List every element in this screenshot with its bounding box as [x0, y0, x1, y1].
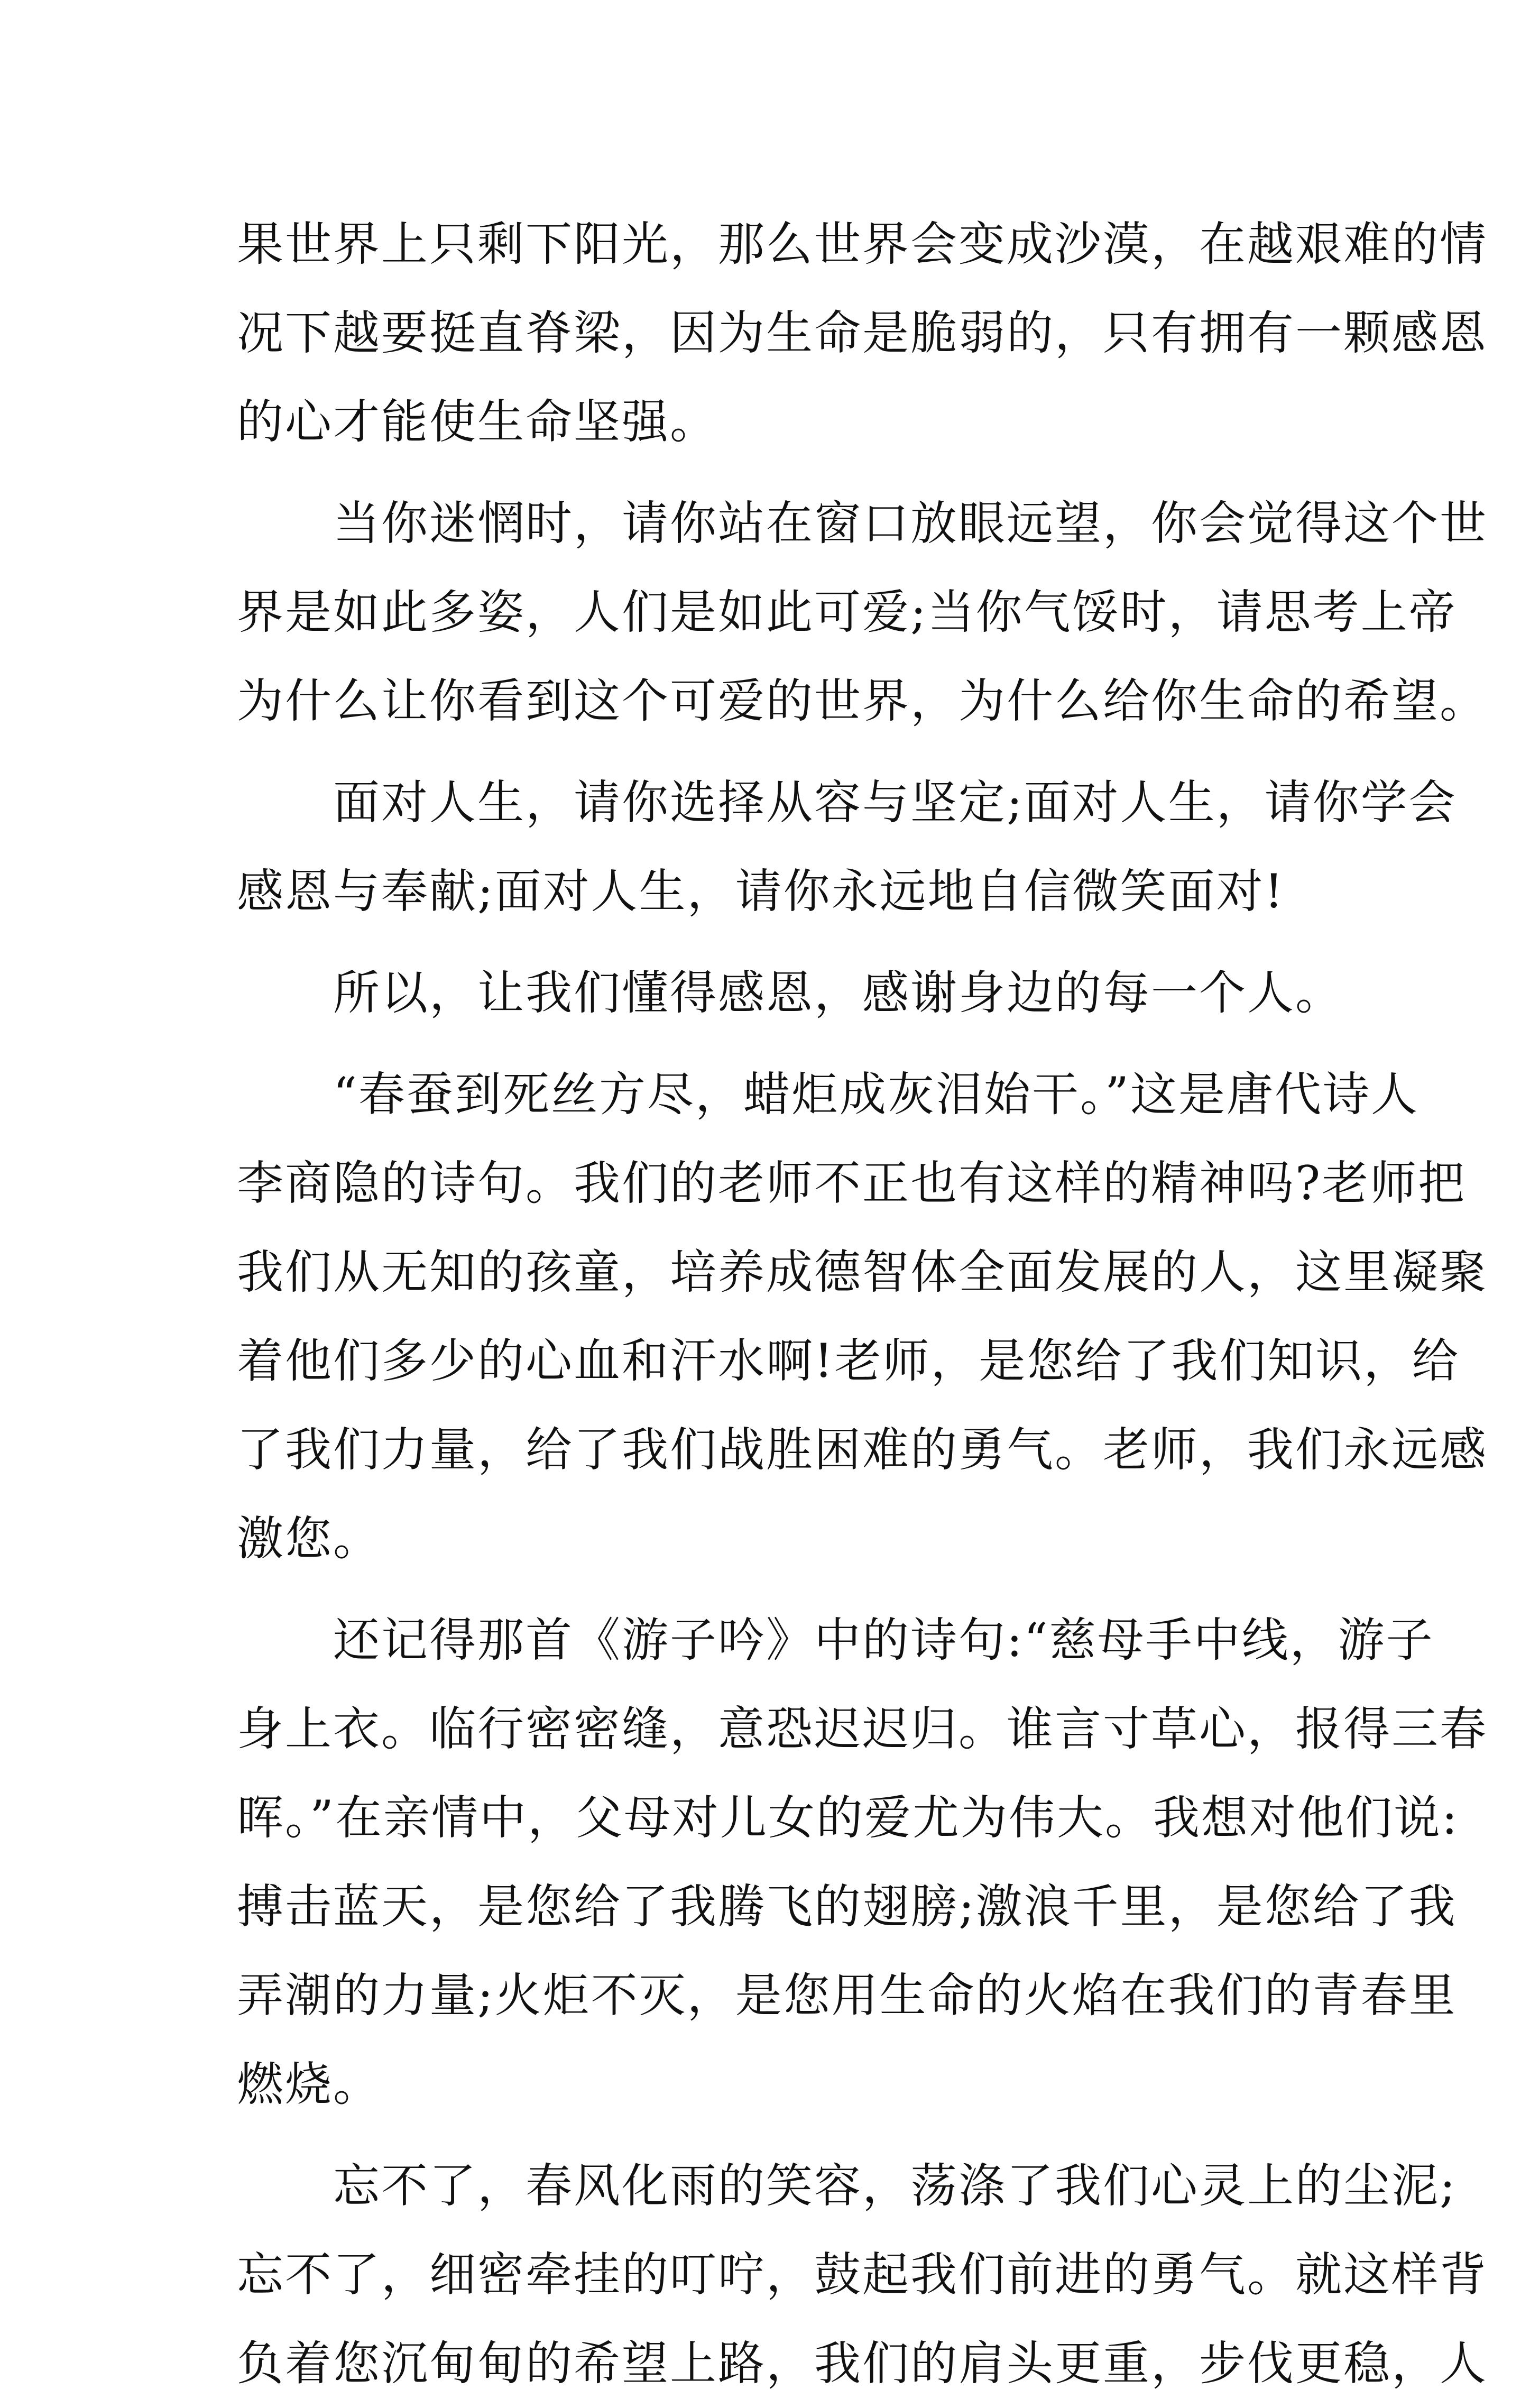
text-line: 我们从无知的孩童，培养成德智体全面发展的人，这里凝聚 — [237, 1245, 1488, 1299]
document-body — [237, 200, 1488, 2408]
paragraph-1 — [237, 200, 1488, 466]
text-line: 了我们力量，给了我们战胜困难的勇气。老师，我们永远感 — [237, 1422, 1488, 1477]
text-line: 搏击蓝天，是您给了我腾飞的翅膀;激浪千里，是您给了我 — [237, 1879, 1457, 1934]
text-line: 感恩与奉献;面对人生，请你永远地自信微笑面对! — [237, 864, 1285, 918]
text-line: 还记得那首《游子吟》中的诗句:“慈母手中线，游子 — [237, 1613, 1434, 1667]
text-line: 晖。”在亲情中，父母对儿女的爱尤为伟大。我想对他们说: — [237, 1790, 1459, 1845]
text-line: 果世界上只剩下阳光，那么世界会变成沙漠，在越艰难的情 — [237, 217, 1488, 271]
paragraph-3 — [237, 758, 1457, 936]
paragraph-5 — [237, 1050, 1488, 1583]
text-line: 负着您沉甸甸的希望上路，我们的肩头更重，步伐更稳，人 — [237, 2336, 1488, 2391]
text-line: 忘不了，春风化雨的笑容，荡涤了我们心灵上的尘泥; — [237, 2158, 1457, 2213]
text-line: 面对人生，请你选择从容与坚定;面对人生，请你学会 — [237, 775, 1457, 830]
text-line: 当你迷惘时，请你站在窗口放眼远望，你会觉得这个世 — [237, 496, 1488, 550]
text-line: 激您。 — [237, 1511, 382, 1566]
paragraph-6 — [237, 1596, 1488, 2129]
text-line: 燃烧。 — [237, 2057, 382, 2111]
text-line: “春蚕到死丝方尽，蜡炬成灰泪始干。”这是唐代诗人 — [237, 1067, 1419, 1122]
text-line: 弄潮的力量;火炬不灭，是您用生命的火焰在我们的青春里 — [237, 1968, 1457, 2023]
paragraph-4 — [237, 949, 1344, 1037]
text-line: 界是如此多姿，人们是如此可爱;当你气馁时，请思考上帝 — [237, 585, 1457, 639]
paragraph-7 — [237, 2142, 1488, 2408]
text-line: 着他们多少的心血和汗水啊!老师，是您给了我们知识，给 — [237, 1334, 1460, 1388]
paragraph-2 — [237, 479, 1488, 746]
text-line: 的心才能使生命坚强。 — [237, 394, 718, 449]
text-line: 忘不了，细密牵挂的叮咛，鼓起我们前进的勇气。就这样背 — [237, 2247, 1488, 2302]
text-line: 为什么让你看到这个可爱的世界，为什么给你生命的希望。 — [237, 674, 1488, 728]
text-line: 所以，让我们懂得感恩，感谢身边的每一个人。 — [237, 966, 1344, 1020]
text-line: 况下越要挺直脊梁，因为生命是脆弱的，只有拥有一颗感恩 — [237, 306, 1488, 360]
text-line: 身上衣。临行密密缝，意恐迟迟归。谁言寸草心，报得三春 — [237, 1702, 1488, 1756]
text-line: 李商隐的诗句。我们的老师不正也有这样的精神吗?老师把 — [237, 1156, 1467, 1210]
